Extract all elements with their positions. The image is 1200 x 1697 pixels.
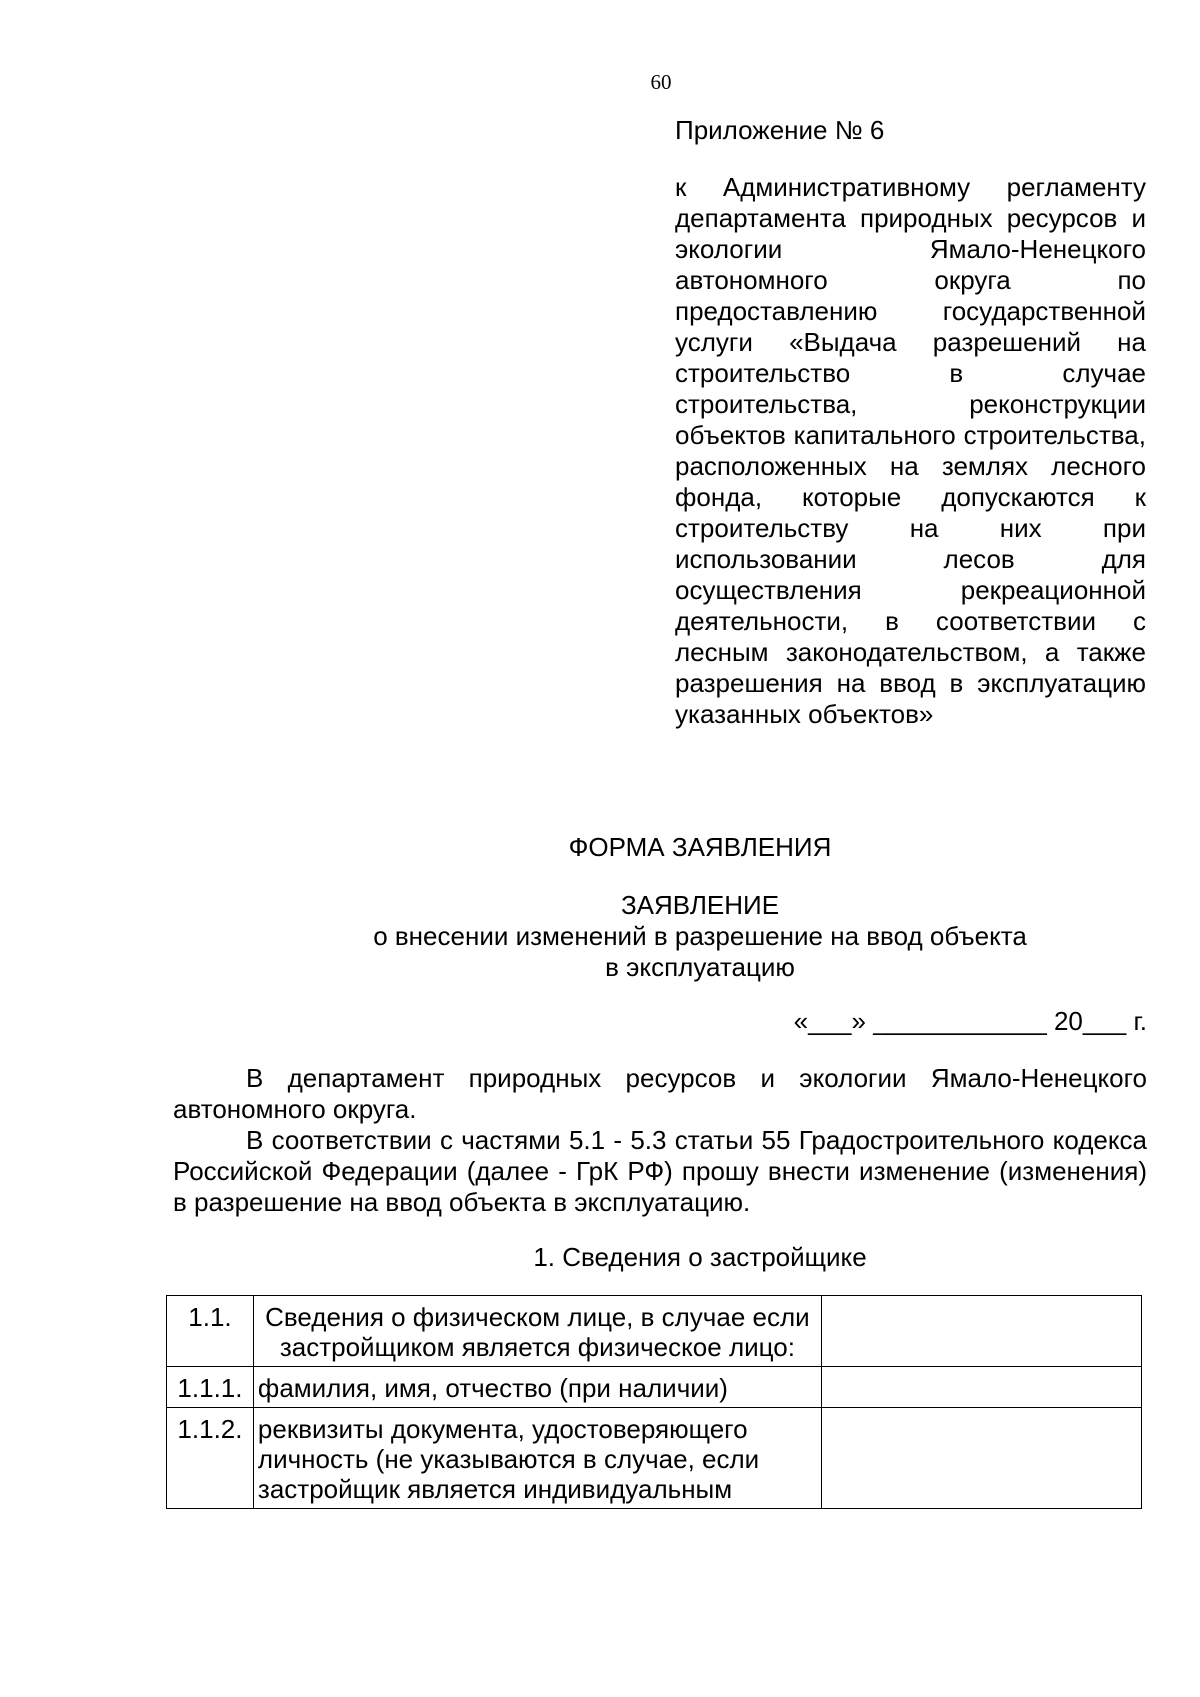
document-subtitle-line-2: в эксплуатацию bbox=[605, 952, 795, 982]
row-label: фамилия, имя, отчество (при наличии) bbox=[253, 1367, 821, 1408]
document-subtitle bbox=[0, 921, 1200, 983]
table-row bbox=[167, 1408, 1142, 1509]
section-heading-applicant: 1. Сведения о застройщике bbox=[533, 1242, 867, 1272]
appendix-text: к Административному регламенту департамента природных ресурсов и экологии Ямало-Ненецкого автономного округа по предоставлению государственной услуги «Выдача разрешений на строительство в случае строительства, реконструкции объектов капитального строительства, расположенных на землях лесного фонда, которые допускаются к строительству на них при использовании лесов для осуществления рекреационной деятельности, в соответствии с лесным законодательством, а также разрешения на ввод в эксплуатацию указанных объектов» bbox=[675, 172, 1146, 729]
appendix-title: Приложение № 6 bbox=[675, 115, 885, 145]
body-paragraph-request: В соответствии с частями 5.1 - 5.3 статьи 55 Градостроительного кодекса Российской Федерации (далее - ГрК РФ) прошу внести изменение (изменения) в разрешение на ввод объекта в эксплуатацию. bbox=[173, 1125, 1147, 1217]
row-number: 1.1.1. bbox=[167, 1367, 254, 1408]
page-number: 60 bbox=[650, 70, 672, 94]
table-row bbox=[167, 1296, 1142, 1367]
row-value-field[interactable] bbox=[821, 1296, 1141, 1367]
row-value-field[interactable] bbox=[821, 1408, 1141, 1509]
applicant-info-table bbox=[166, 1295, 1142, 1509]
document-subtitle-line-1: о внесении изменений в разрешение на ввод объекта bbox=[373, 921, 1027, 951]
body-paragraph-addressee: В департамент природных ресурсов и экологии Ямало-Ненецкого автономного округа. bbox=[173, 1063, 1147, 1124]
row-value-field[interactable] bbox=[821, 1367, 1141, 1408]
row-number: 1.1.2. bbox=[167, 1408, 254, 1509]
row-label: Сведения о физическом лице, в случае если застройщиком является физическое лицо: bbox=[253, 1296, 821, 1367]
row-label: реквизиты документа, удостоверяющего личность (не указываются в случае, если застройщик является индивидуальным bbox=[253, 1408, 821, 1509]
body-text bbox=[173, 1063, 1147, 1218]
document-title: ЗАЯВЛЕНИЕ bbox=[620, 890, 780, 920]
row-number: 1.1. bbox=[167, 1296, 254, 1367]
date-line: «___» ____________ 20___ г. bbox=[793, 1006, 1147, 1036]
table-row bbox=[167, 1367, 1142, 1408]
form-heading: ФОРМА ЗАЯВЛЕНИЯ bbox=[568, 832, 832, 862]
